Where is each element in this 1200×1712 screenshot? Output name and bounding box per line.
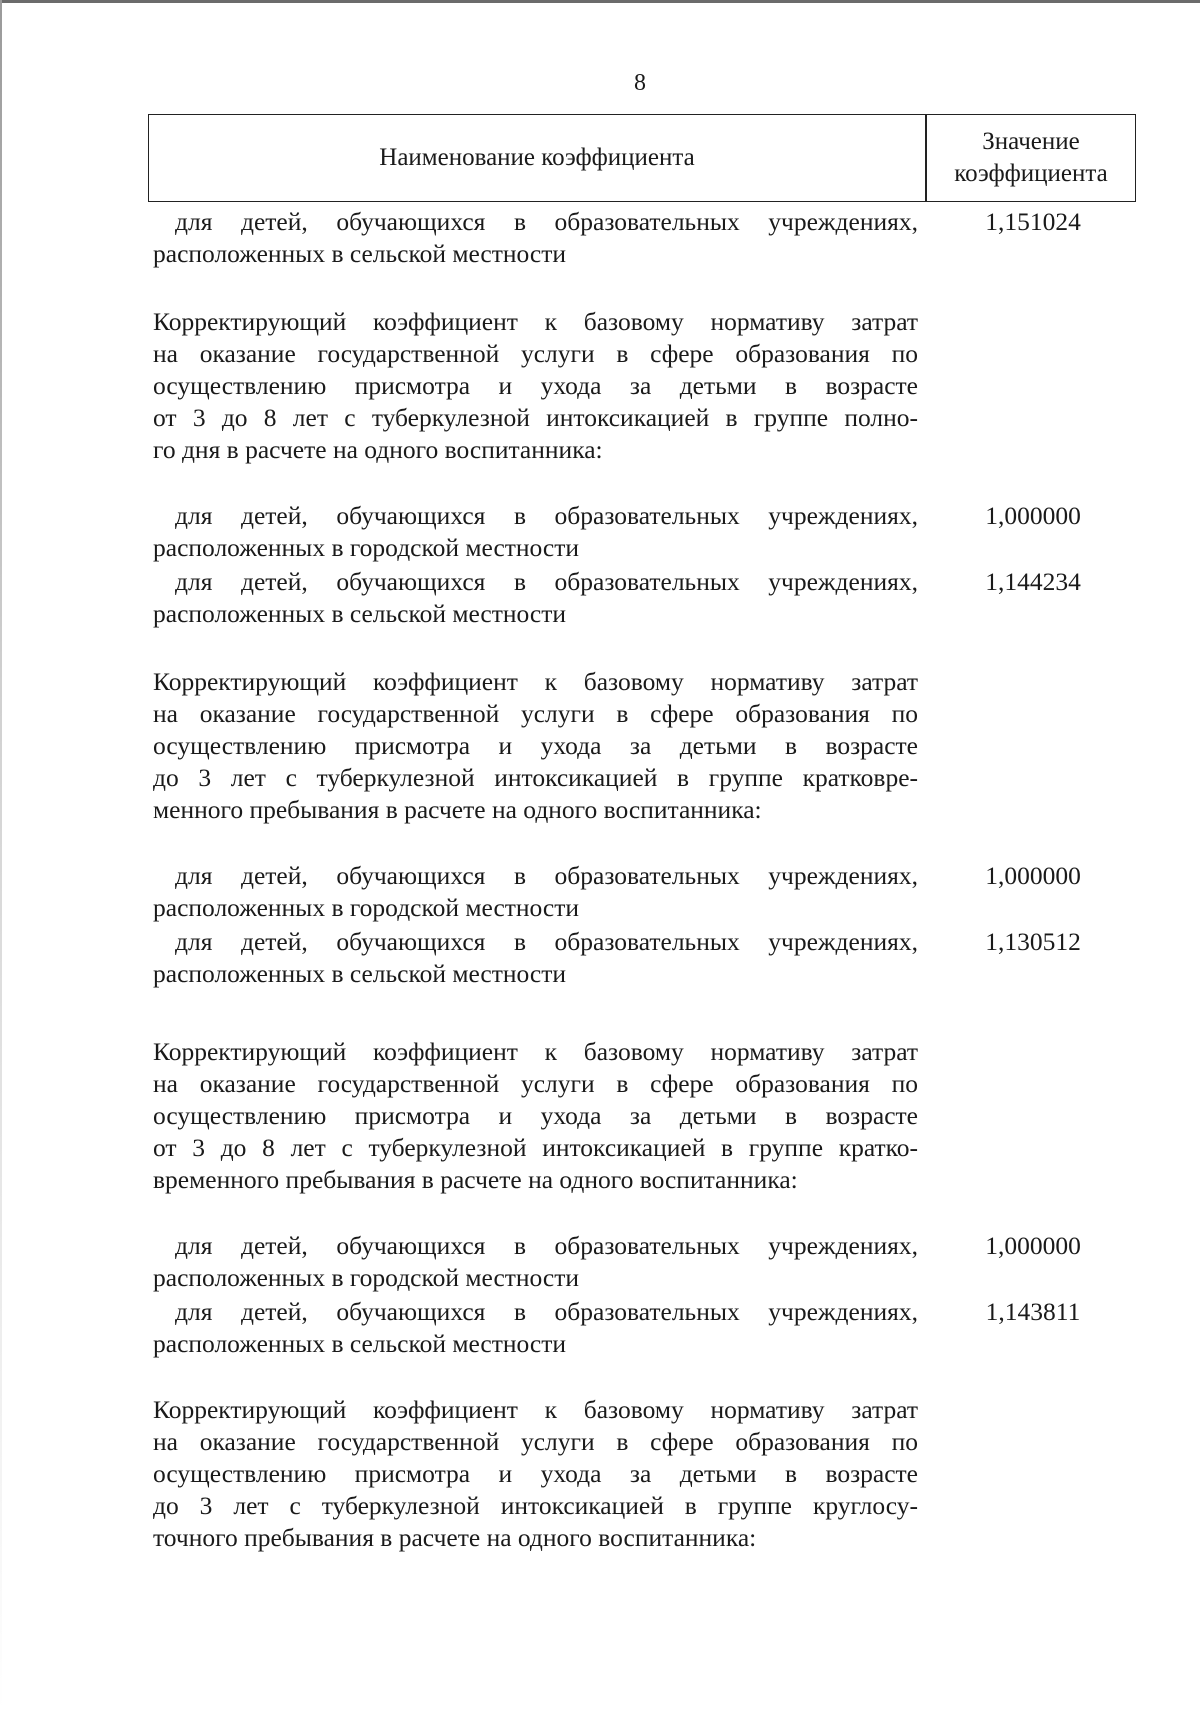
column-header-value xyxy=(927,115,1135,201)
paragraph-2-line2: осуществлению присмотра и ухода за детьми в возрасте xyxy=(153,1101,918,1130)
paragraph-0-line2: осуществлению присмотра и ухода за детьми в возрасте xyxy=(153,371,918,400)
paragraph-3-line2: осуществлению присмотра и ухода за детьми в возрасте xyxy=(153,1459,918,1488)
row-6-line2: расположенных в сельской местности xyxy=(153,1329,567,1358)
row-3-line1: для детей, обучающихся в образовательных учреждениях, xyxy=(175,861,918,890)
row-5-value: 1,000000 xyxy=(985,1231,1081,1260)
paragraph-2-line3: от 3 до 8 лет с туберкулезной интоксикацией в группе кратко- xyxy=(153,1133,918,1162)
paragraph-1-line0: Корректирующий коэффициент к базовому нормативу затрат xyxy=(153,667,918,696)
row-0-value: 1,151024 xyxy=(985,207,1081,236)
row-4-line1: для детей, обучающихся в образовательных учреждениях, xyxy=(175,927,918,956)
row-3-value: 1,000000 xyxy=(985,861,1081,890)
paragraph-0-line3: от 3 до 8 лет с туберкулезной интоксикацией в группе полно- xyxy=(153,403,918,432)
scan-edge-top xyxy=(0,0,1200,3)
column-header-value-line1: Значение xyxy=(982,128,1080,155)
row-0-line2: расположенных в сельской местности xyxy=(153,239,567,268)
row-1-line2: расположенных в городской местности xyxy=(153,533,580,562)
row-2-line2: расположенных в сельской местности xyxy=(153,599,567,628)
page-number: 8 xyxy=(634,70,646,96)
paragraph-0-line4: го дня в расчете на одного воспитанника: xyxy=(153,435,603,464)
paragraph-2-line4: временного пребывания в расчете на одного воспитанника: xyxy=(153,1165,798,1194)
paragraph-0-line0: Корректирующий коэффициент к базовому нормативу затрат xyxy=(153,307,918,336)
row-6-line1: для детей, обучающихся в образовательных учреждениях, xyxy=(175,1297,918,1326)
column-header-name: Наименование коэффициента xyxy=(379,144,695,171)
column-header-value-line2: коэффициента xyxy=(954,160,1108,187)
row-3-line2: расположенных в городской местности xyxy=(153,893,580,922)
paragraph-1-line1: на оказание государственной услуги в сфере образования по xyxy=(153,699,918,728)
paragraph-3-line0: Корректирующий коэффициент к базовому нормативу затрат xyxy=(153,1395,918,1424)
paragraph-0-line1: на оказание государственной услуги в сфере образования по xyxy=(153,339,918,368)
paragraph-1-line3: до 3 лет с туберкулезной интоксикацией в группе кратковре- xyxy=(153,763,918,792)
paragraph-3-line4: точного пребывания в расчете на одного воспитанника: xyxy=(153,1523,757,1552)
paragraph-1-line2: осуществлению присмотра и ухода за детьми в возрасте xyxy=(153,731,918,760)
scan-edge-left xyxy=(0,0,2,1712)
paragraph-2-line0: Корректирующий коэффициент к базовому нормативу затрат xyxy=(153,1037,918,1066)
row-4-line2: расположенных в сельской местности xyxy=(153,959,567,988)
paragraph-3-line1: на оказание государственной услуги в сфере образования по xyxy=(153,1427,918,1456)
row-0-line1: для детей, обучающихся в образовательных учреждениях, xyxy=(175,207,918,236)
row-1-value: 1,000000 xyxy=(985,501,1081,530)
row-5-line1: для детей, обучающихся в образовательных учреждениях, xyxy=(175,1231,918,1260)
row-5-line2: расположенных в городской местности xyxy=(153,1263,580,1292)
row-2-line1: для детей, обучающихся в образовательных учреждениях, xyxy=(175,567,918,596)
table-header xyxy=(148,114,1136,202)
row-2-value: 1,144234 xyxy=(985,567,1081,596)
paragraph-2-line1: на оказание государственной услуги в сфере образования по xyxy=(153,1069,918,1098)
paragraph-1-line4: менного пребывания в расчете на одного воспитанника: xyxy=(153,795,762,824)
paragraph-3-line3: до 3 лет с туберкулезной интоксикацией в группе круглосу- xyxy=(153,1491,918,1520)
row-6-value: 1,143811 xyxy=(985,1297,1081,1326)
row-1-line1: для детей, обучающихся в образовательных учреждениях, xyxy=(175,501,918,530)
row-4-value: 1,130512 xyxy=(985,927,1081,956)
